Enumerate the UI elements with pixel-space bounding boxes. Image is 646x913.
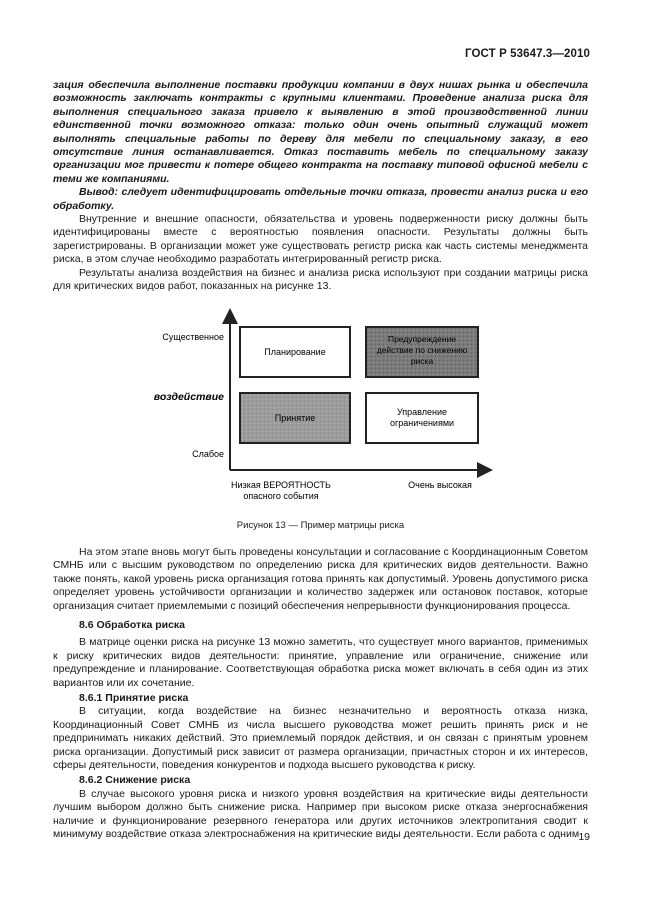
page-number: 19	[578, 831, 590, 843]
x-axis-low-label-2: опасного события	[243, 490, 319, 501]
section-heading-8-6-2: 8.6.2 Снижение риска	[79, 774, 191, 787]
page-content	[53, 79, 588, 841]
section-heading-8-6: 8.6 Обработка риска	[79, 618, 186, 631]
matrix-cell-prevention-label-1: Предупреждение	[387, 333, 457, 344]
intro-paragraph: зация обеспечила выполнение поставки продукции компании в двух нишах рынка и обеспечила возможность заключать контракты с крупными клиентами. Проведение анализа риска для выполнения специального заказа привело к выявлению в этой производственной линии единственной точки возможного отказа: только один очень опытный служащий может выполнять специальные работы по дереву для мебели по специальному заказу, в его отсутствие линия останавливается. Отказ поставить мебель по специальному заказу организации мог привести к потере общего контракта на поставку типовой офисной мебели с теми же компаниями.	[53, 79, 588, 185]
x-axis-high-label: Очень высокая	[408, 479, 472, 490]
matrix-cell-management-label-1: Управление	[396, 406, 448, 417]
body-paragraph: Внутренние и внешние опасности, обязательства и уровень подверженности риску должны быть идентифицированы вместе с вероятностью появления опасности. Результаты должны быть зарегистрированы. В организации может уже существовать регистр риска как часть системы менеджмента риска, в этом случае необходимо разработать интегрированный регистр риска.	[53, 213, 588, 266]
risk-matrix-diagram	[53, 302, 588, 517]
matrix-cell-management-label-2: ограничениями	[389, 417, 455, 428]
matrix-cell-prevention-label-2: действие по снижению	[376, 344, 468, 355]
matrix-cell-planning-label: Планирование	[264, 346, 326, 357]
y-axis-high-label: Существенное	[162, 331, 224, 342]
y-axis-low-label: Слабое	[192, 448, 224, 459]
matrix-cell-prevention-label-3: риска	[410, 355, 434, 366]
section-8-6-2-text: В случае высокого уровня риска и низкого уровня воздействия на критические виды деятельности лучшим выбором должно быть снижение риска. Например при высоком риске отказа энергоснабжения наличие и функционирование резервного генератора или других источников электропитания сводит к минимуму воздействие отказа электроснабжения на критические виды деятельности. Если работа с одним	[53, 787, 588, 841]
section-heading-8-6-1: 8.6.1 Принятие риска	[79, 691, 189, 704]
section-8-6-text: В матрице оценки риска на рисунке 13 можно заметить, что существует много вариантов, применимых к риску критических видов деятельности: принятие, управление или ограничение, снижение или предупреждение и планирование. Соответствующая обработка риска может включать в себя один из этих вариантов или их сочетание.	[53, 636, 588, 689]
risk-matrix-figure	[53, 302, 588, 517]
y-axis-title: воздействие	[153, 390, 224, 403]
matrix-cell-acceptance-label: Принятие	[274, 412, 316, 423]
x-axis-low-label: Низкая ВЕРОЯТНОСТЬ	[231, 479, 331, 490]
conclusion-paragraph: Вывод: следует идентифицировать отдельные точки отказа, провести анализ риска и его обработку.	[53, 186, 588, 212]
document-standard-header: ГОСТ Р 53647.3—2010	[465, 48, 590, 60]
section-8-6-1-text: В ситуации, когда воздействие на бизнес незначительно и вероятность отказа низка, Координационный Совет СМНБ из числа высшего руководства может решить принять риск и не предпринимать никаких действий. Это приемлемый порядок действия, и он связан с принятым уровнем риска организации. Допустимый риск зависит от размера организации, причастных сторон и их интересов, сферы деятельности, поведения конкурентов и подхода высшего руководства к риску.	[53, 705, 588, 771]
body-paragraph: На этом этапе вновь могут быть проведены консультации и согласование с Координационным Советом СМНБ или с высшим руководством по определению риска для критических видов деятельности. Важно также понять, какой уровень риска организация готова принять как допустимый. Уровень допустимого риска определяет уровень устойчивости организации и количество задержек или остановок поставок, которые организация считает приемлемыми с позиций обеспечения непрерывности функционирования процесса.	[53, 545, 588, 612]
body-paragraph: Результаты анализа воздействия на бизнес и анализа риска используют при создании матрицы риска для критических видов работ, показанных на рисунке 13.	[53, 266, 588, 293]
figure-caption: Рисунок 13 — Пример матрицы риска	[236, 519, 405, 531]
